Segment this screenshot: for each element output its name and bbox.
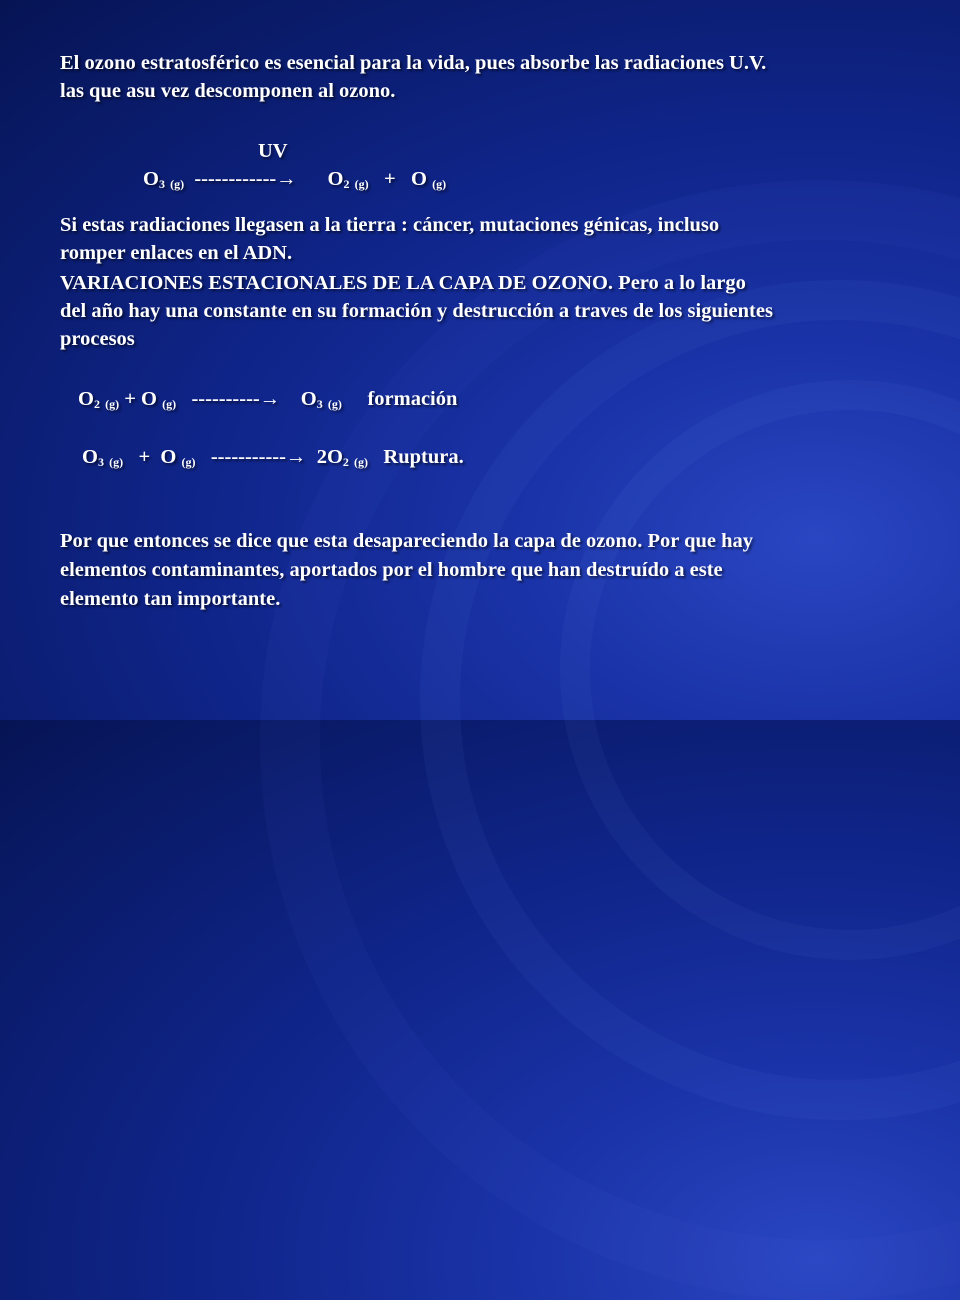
consequences-line-2: romper enlaces en el ADN. xyxy=(60,242,293,264)
conclusion-line-2: elementos contaminantes, aportados por el hombre que han destruído a este xyxy=(60,559,723,581)
intro-line-1: El ozono estratosférico es esencial para la vida, pues absorbe las radiaciones U.V. xyxy=(60,52,767,74)
variations-line-2: del año hay una constante en su formación y destrucción a traves de los siguientes xyxy=(60,300,773,322)
reaction1-equation: $O_3$ $_{(g)}$ ------------→ $O_2$ $_{(g)}$ + O $_{(g)}$ xyxy=(143,168,447,191)
variations-line-1: VARIACIONES ESTACIONALES DE LA CAPA DE OZONO. Pero a lo largo xyxy=(60,272,746,294)
intro-line-2: las que asu vez descomponen al ozono. xyxy=(60,80,396,102)
reaction3-equation: $O_3$ $_{(g)}$ + O $_{(g)}$ -----------→ $2O_2$ $_{(g)}$ Ruptura. xyxy=(82,446,464,469)
variations-line-3: procesos xyxy=(60,328,135,350)
reaction1-label: UV xyxy=(258,140,288,162)
conclusion-line-1: Por que entonces se dice que esta desapareciendo la capa de ozono. Por que hay xyxy=(60,530,754,552)
reaction2-equation: $O_2$ $_{(g)}$ + O $_{(g)}$ ----------→ $O_3$ $_{(g)}$ formación xyxy=(78,388,458,411)
reaction3-name: Ruptura. xyxy=(383,446,464,468)
reaction2-name: formación xyxy=(367,388,458,410)
consequences-line-1: Si estas radiaciones llegasen a la tierra : cáncer, mutaciones génicas, incluso xyxy=(60,214,720,236)
conclusion-line-3: elemento tan importante. xyxy=(60,588,281,610)
